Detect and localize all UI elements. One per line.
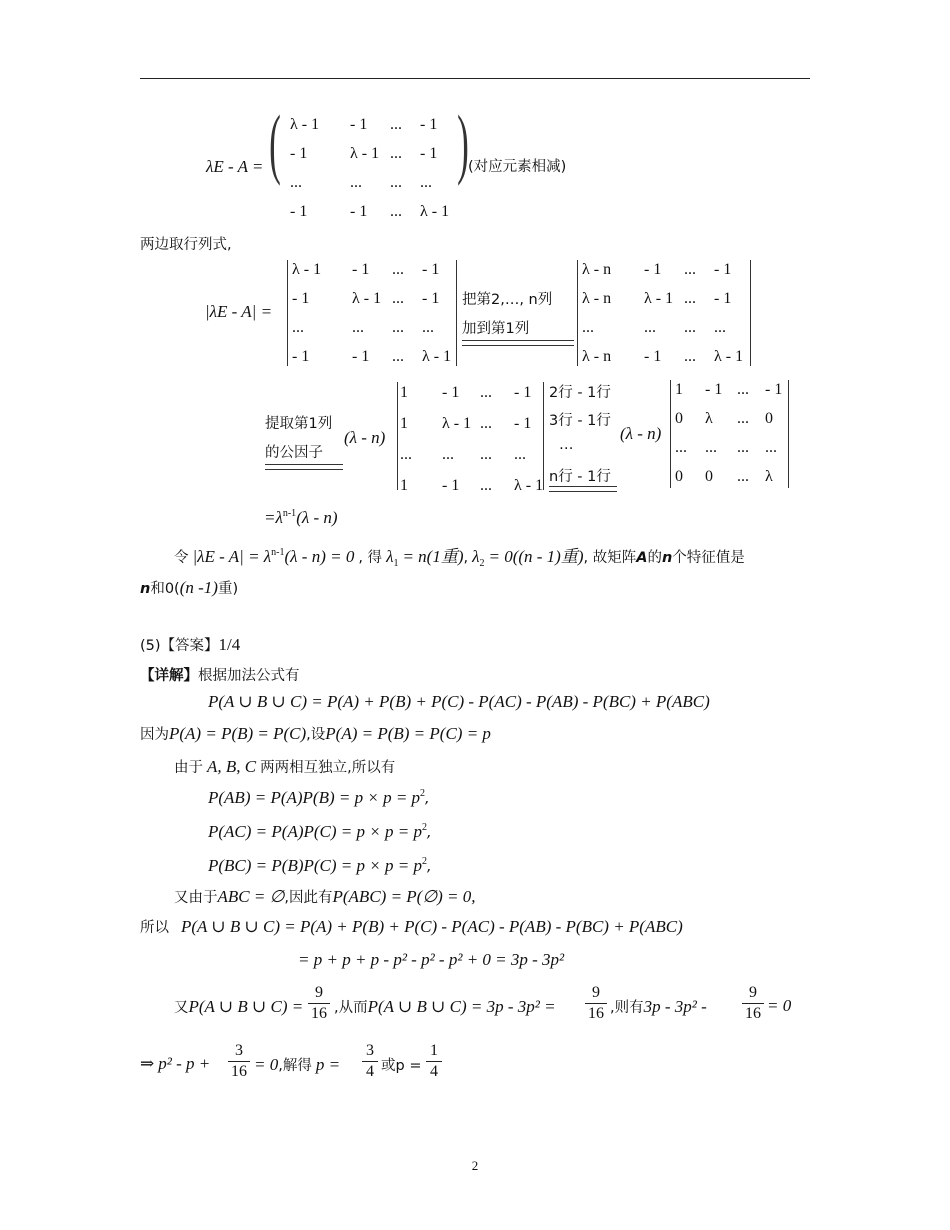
matrix-cell: - 1	[442, 477, 460, 494]
matrix-cell: ...	[352, 319, 364, 336]
q5-line11-c: ,则有3p - 3p² -	[610, 997, 707, 1016]
matrix-cell: ...	[480, 446, 492, 463]
matrix-cell: λ - 1	[350, 145, 380, 162]
matrix-cell: - 1	[442, 384, 460, 401]
matrix-cell: ...	[480, 384, 492, 401]
matrix-cell: ...	[392, 319, 404, 336]
matrix-cell: λ	[765, 468, 773, 485]
matrix-cell: - 1	[422, 290, 440, 307]
frac-9-16-c: 9 16	[742, 984, 764, 1023]
matrix-cell: λ - 1	[442, 415, 472, 432]
q5-eq-ab: $P(AB) = P(A)P(B) = p \times p = p^2$,	[208, 788, 430, 807]
frac-3-4: 3 4	[362, 1042, 378, 1081]
intro-text: 两边取行列式,	[140, 237, 232, 253]
matrix-cell: ...	[737, 410, 749, 427]
matrix-cell: - 1	[290, 145, 308, 162]
matrix-cell: λ - 1	[514, 477, 544, 494]
matrix-cell: ...	[675, 439, 687, 456]
matrix-cell: ...	[714, 319, 726, 336]
row-op-label: n行 - 1行	[549, 469, 611, 485]
matrix-cell: λ - 1	[290, 116, 320, 133]
matrix-cell: ...	[390, 116, 402, 133]
frac-3-16: 3 16	[228, 1042, 250, 1081]
matrix-cell: λ - n	[582, 290, 612, 307]
matrix-cell: - 1	[514, 384, 532, 401]
matrix-cell: 1	[675, 381, 683, 398]
m3-factor2: (λ - n)	[620, 424, 662, 443]
matrix-cell: ...	[737, 468, 749, 485]
matrix-cell: - 1	[292, 348, 310, 365]
m3-op-line2: 的公因子	[265, 445, 323, 461]
result-line: $=\lambda^{n-1}(\lambda - n)$	[264, 508, 338, 527]
matrix-cell: ...	[582, 319, 594, 336]
matrix-cell: 1	[400, 384, 408, 401]
matrix-cell: ...	[390, 174, 402, 191]
matrix-cell: ...	[480, 415, 492, 432]
m3-op-line1: 提取第1列	[265, 416, 333, 432]
m1-note: (对应元素相减)	[468, 159, 567, 175]
matrix-cell: ...	[705, 439, 717, 456]
matrix-cell: λ - 1	[644, 290, 674, 307]
m3-bar-left	[397, 382, 398, 490]
matrix-cell: - 1	[352, 348, 370, 365]
frac-1-4: 1 4	[426, 1042, 442, 1081]
q5-line12-c: 或p =	[381, 1058, 422, 1074]
m3r-bar-left	[670, 380, 671, 488]
m3-factor: (λ - n)	[344, 428, 386, 447]
q5-line10: = p + p + p - p² - p² - p² + 0 = 3p - 3p²	[298, 950, 565, 969]
matrix-cell: ...	[737, 381, 749, 398]
m3r-bar-right	[788, 380, 789, 488]
matrix-cell: 1	[400, 415, 408, 432]
matrix-cell: ...	[684, 348, 696, 365]
m1-left-paren: (	[269, 99, 281, 186]
q5-heading: (5)【答案】1/4	[140, 635, 241, 654]
matrix-cell: - 1	[350, 203, 368, 220]
matrix-cell: λ - 1	[352, 290, 382, 307]
m3-op-underline	[265, 464, 343, 470]
matrix-cell: - 1	[422, 261, 440, 278]
matrix-cell: 0	[765, 410, 773, 427]
matrix-cell: λ - n	[582, 261, 612, 278]
matrix-cell: 1	[400, 477, 408, 494]
matrix-cell: - 1	[292, 290, 310, 307]
m2-bar-left	[287, 260, 288, 366]
m2-op-underline	[462, 340, 574, 346]
row-op-label: 2行 - 1行	[549, 385, 611, 401]
matrix-cell: ...	[684, 261, 696, 278]
matrix-cell: ...	[390, 203, 402, 220]
matrix-cell: 0	[675, 468, 683, 485]
q5-line11-d: = 0	[767, 996, 792, 1015]
matrix-cell: ...	[400, 446, 412, 463]
q5-line9: 所以 P(A ∪ B ∪ C) = P(A) + P(B) + P(C) - P(AC) - P(AB) - P(BC) + P(ABC)	[140, 917, 683, 936]
matrix-cell: λ - 1	[420, 203, 450, 220]
m3-bar-right	[543, 382, 544, 490]
m3-rowops-underline	[549, 486, 617, 492]
q5-line8: 又由于ABC = ∅,因此有P(ABC) = P(∅) = 0,	[174, 887, 476, 906]
frac-9-16-b: 9 16	[585, 984, 607, 1023]
m2-lhs: |λE - A| =	[205, 302, 273, 321]
matrix-cell: ...	[392, 290, 404, 307]
matrix-cell: - 1	[714, 261, 732, 278]
q5-eq-bc: $P(BC) = P(B)P(C) = p \times p = p^2$,	[208, 856, 432, 875]
matrix-cell: - 1	[644, 348, 662, 365]
matrix-cell: ...	[684, 290, 696, 307]
matrix-cell: ...	[392, 348, 404, 365]
conclusion-line1: 令 $|\lambda E - A| = \lambda^{n-1}(\lambda - n) = 0$ , 得 $\lambda_1 = n(1$重), $\lambda_2 = 0((n - 1)$重), 故矩阵A的n个特征值是	[174, 547, 745, 569]
matrix-cell: ...	[422, 319, 434, 336]
matrix-cell: - 1	[352, 261, 370, 278]
matrix-cell: 0	[705, 468, 713, 485]
m1-lhs: λE - A =	[206, 157, 264, 176]
matrix-cell: ...	[392, 261, 404, 278]
m2-op-line2: 加到第1列	[462, 321, 530, 337]
matrix-cell: - 1	[644, 261, 662, 278]
m2-bar-right	[456, 260, 457, 366]
matrix-cell: ...	[442, 446, 454, 463]
q5-eq1: P(A ∪ B ∪ C) = P(A) + P(B) + P(C) - P(AC) - P(AB) - P(BC) + P(ABC)	[208, 692, 710, 711]
matrix-cell: - 1	[290, 203, 308, 220]
matrix-cell: 0	[675, 410, 683, 427]
matrix-cell: λ - 1	[292, 261, 322, 278]
q5-line11-b: ,从而P(A ∪ B ∪ C) = 3p - 3p² =	[334, 997, 556, 1016]
matrix-cell: λ	[705, 410, 713, 427]
matrix-cell: - 1	[714, 290, 732, 307]
matrix-cell: ...	[684, 319, 696, 336]
matrix-cell: ...	[514, 446, 526, 463]
matrix-cell: λ - n	[582, 348, 612, 365]
matrix-cell: λ - 1	[714, 348, 744, 365]
m2-op-line1: 把第2,…, n列	[462, 292, 553, 308]
frac-9-16-a: 9 16	[308, 984, 330, 1023]
q5-detail: 【详解】根据加法公式有	[140, 668, 300, 684]
matrix-cell: ...	[292, 319, 304, 336]
matrix-cell: - 1	[420, 145, 438, 162]
matrix-cell: ...	[480, 477, 492, 494]
matrix-cell: - 1	[350, 116, 368, 133]
matrix-cell: ...	[644, 319, 656, 336]
matrix-cell: ...	[350, 174, 362, 191]
matrix-cell: - 1	[765, 381, 783, 398]
matrix-cell: ...	[290, 174, 302, 191]
matrix-cell: λ - 1	[422, 348, 452, 365]
m1-right-paren: )	[457, 99, 469, 186]
matrix-cell: ...	[390, 145, 402, 162]
matrix-cell: - 1	[705, 381, 723, 398]
matrix-cell: - 1	[514, 415, 532, 432]
page-number: 2	[471, 1158, 479, 1173]
q5-line12-a: ⇒ p² - p +	[140, 1054, 211, 1073]
q5-line11-a: 又P(A ∪ B ∪ C) =	[174, 997, 304, 1016]
m2r-bar-right	[750, 260, 751, 366]
m2r-bar-left	[577, 260, 578, 366]
q5-line4: 由于 A, B, C 两两相互独立,所以有	[174, 757, 396, 776]
q5-line12-b: = 0,解得 p =	[254, 1055, 341, 1074]
matrix-cell: ...	[765, 439, 777, 456]
matrix-cell: - 1	[420, 116, 438, 133]
matrix-cell: ...	[737, 439, 749, 456]
q5-line3: 因为P(A) = P(B) = P(C),设P(A) = P(B) = P(C) = p	[140, 724, 491, 743]
row-op-label: 3行 - 1行	[549, 413, 611, 429]
row-op-label: …	[559, 437, 574, 453]
q5-eq-ac: $P(AC) = P(A)P(C) = p \times p = p^2$,	[208, 822, 432, 841]
conclusion-line2: n和0((n -1)重)	[140, 578, 239, 597]
matrix-cell: ...	[420, 174, 432, 191]
header-rule	[140, 78, 810, 79]
